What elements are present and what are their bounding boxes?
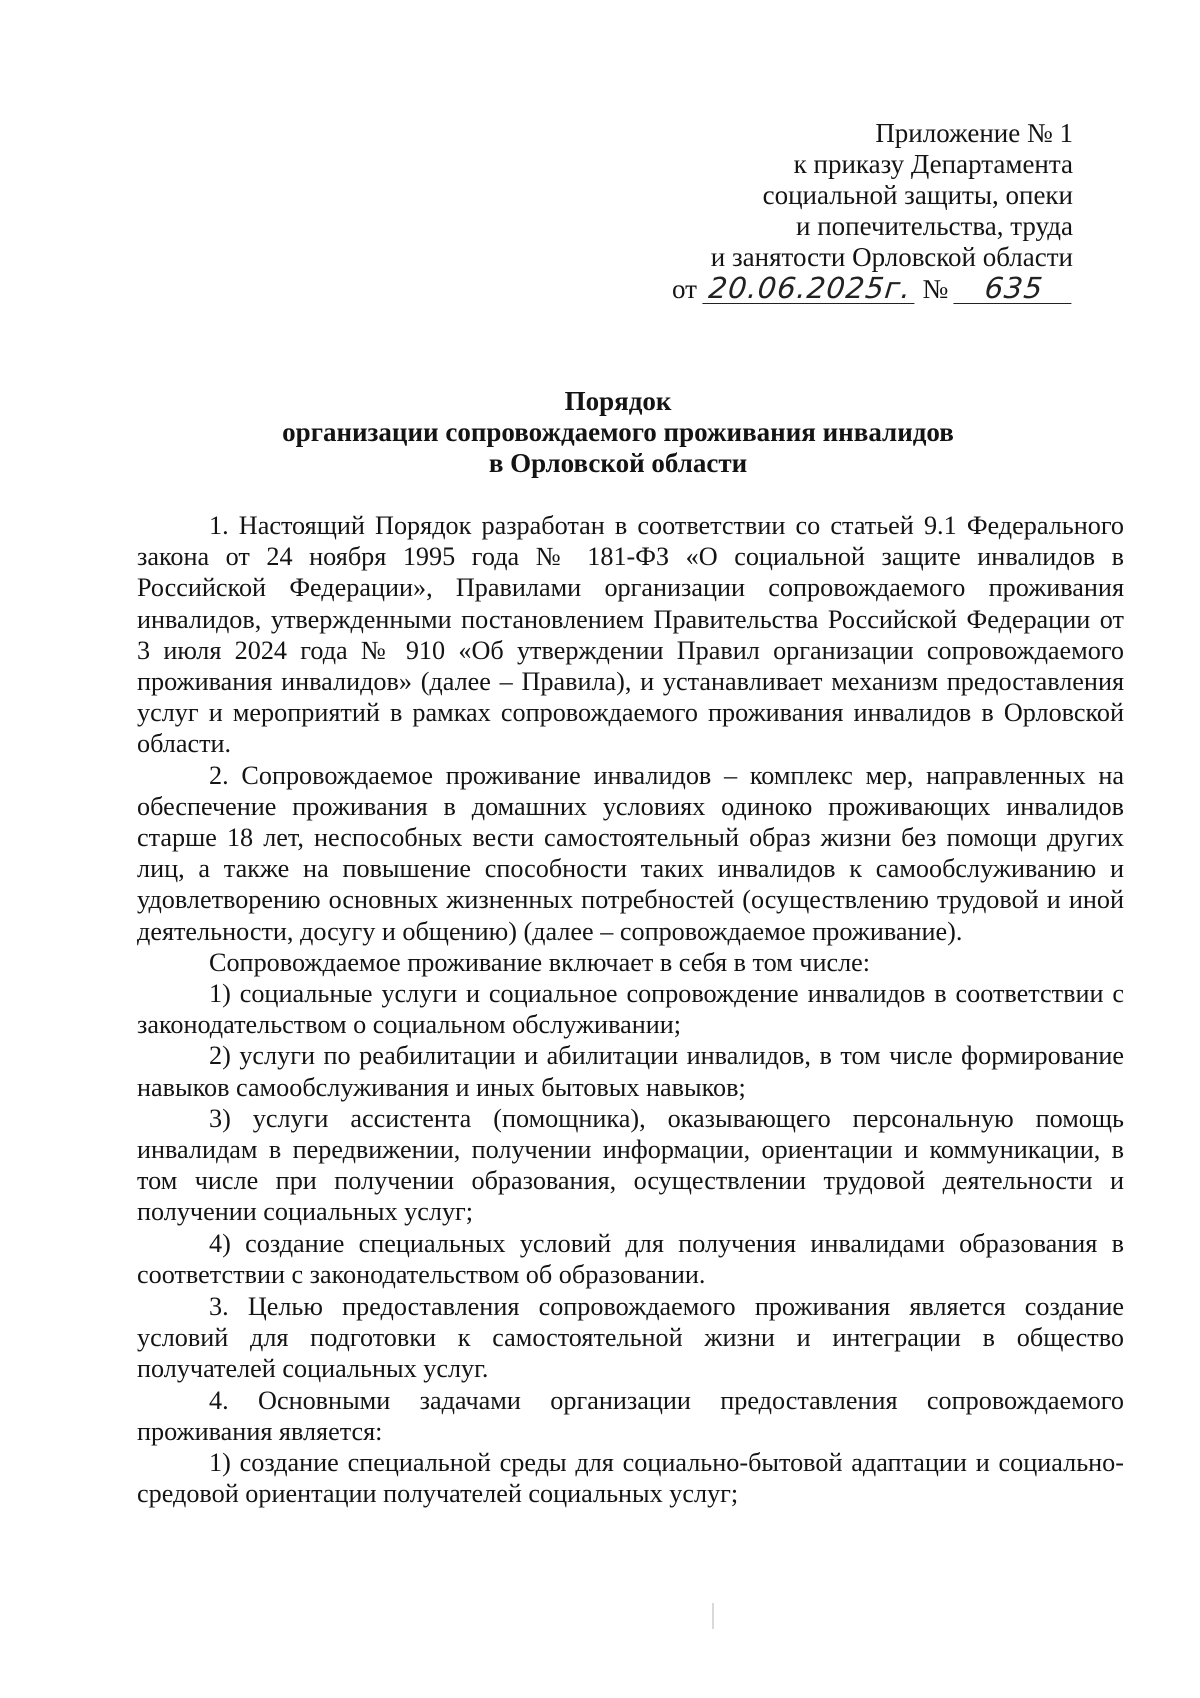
- handwritten-date: 20.06.2025г.: [702, 273, 917, 304]
- scan-mark: [712, 1603, 714, 1629]
- appendix-department-line-2: и попечительства, труда: [796, 211, 1073, 241]
- handwritten-number: 635: [953, 273, 1074, 304]
- task-item-1: 1) создание специальной среды для социально-бытовой адаптации и социально-средовой ориентации получателей социальных услуг;: [137, 1448, 1124, 1509]
- list-item-2: 2) услуги по реабилитации и абилитации инвалидов, в том числе формирование навыков самообслуживания и иных бытовых навыков;: [137, 1041, 1124, 1102]
- document-title: [0, 386, 1200, 479]
- appendix-order-line: к приказу Департамента: [793, 149, 1073, 179]
- order-reference: [672, 273, 1073, 307]
- appendix-header: [672, 118, 1073, 307]
- appendix-department-line-3: и занятости Орловской области: [710, 242, 1073, 272]
- appendix-number: Приложение № 1: [875, 118, 1073, 148]
- title-line-1: Порядок: [564, 386, 672, 416]
- paragraph-2-intro: Сопровождаемое проживание включает в себя в том числе:: [209, 947, 871, 977]
- paragraph-3: 3. Целью предоставления сопровождаемого проживания является создание условий для подготовки к самостоятельной жизни и интеграции в общество получателей социальных услуг.: [137, 1292, 1124, 1384]
- paragraph-4: 4. Основными задачами организации предоставления сопровождаемого проживания является:: [137, 1385, 1124, 1446]
- title-line-2: организации сопровождаемого проживания инвалидов: [282, 417, 954, 447]
- date-prefix: от: [672, 274, 697, 304]
- list-item-4: 4) создание специальных условий для получения инвалидами образования в соответствии с законодательством об образовании.: [137, 1228, 1124, 1289]
- list-item-1: 1) социальные услуги и социальное сопровождение инвалидов в соответствии с законодательством о социальном обслуживании;: [137, 979, 1124, 1040]
- paragraph-2: 2. Сопровождаемое проживание инвалидов – комплекс мер, направленных на обеспечение проживания в домашних условиях одиноко проживающих инвалидов старше 18 лет, неспособных вести самостоятельный образ жизни без помощи других лиц, а также на повышение способности таких инвалидов к самообслуживанию и удовлетворению основных жизненных потребностей (осуществлению трудовой и иной деятельности, досугу и общению) (далее – сопровождаемое проживание).: [137, 760, 1124, 946]
- title-line-3: в Орловской области: [488, 448, 748, 478]
- appendix-department-line-1: социальной защиты, опеки: [762, 180, 1073, 210]
- paragraph-1: 1. Настоящий Порядок разработан в соответствии со статьей 9.1 Федерального закона от 24 ноября 1995 года № 181-ФЗ «О социальной защите инвалидов в Российской Федерации», Правилами организации сопровождаемого проживания инвалидов, утвержденными постановлением Правительства Российской Федерации от 3 июля 2024 года № 910 «Об утверждении Правил организации сопровождаемого проживания инвалидов» (далее – Правила), и устанавливает механизм предоставления услуг и мероприятий в рамках сопровождаемого проживания инвалидов в Орловской области.: [137, 511, 1124, 759]
- document-body: [137, 510, 1124, 1510]
- list-item-3: 3) услуги ассистента (помощника), оказывающего персональную помощь инвалидам в передвижении, получении информации, ориентации и коммуникации, в том числе при получении образования, осуществлении трудовой деятельности и получении социальных услуг;: [137, 1103, 1124, 1227]
- number-sign: №: [922, 274, 949, 304]
